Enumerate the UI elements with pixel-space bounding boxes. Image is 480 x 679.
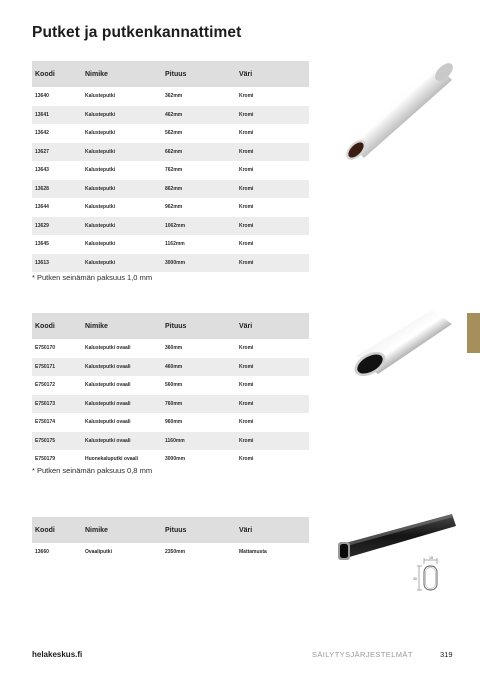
table-cell: Kalusteputki: [82, 106, 162, 125]
column-header: Nimike: [82, 61, 162, 87]
table-cell: E750173: [32, 395, 82, 414]
page-number: 319: [440, 650, 453, 659]
table-cell: 462mm: [162, 106, 236, 125]
table-row: [32, 143, 309, 162]
table-row: [32, 235, 309, 254]
table-cell: Kromi: [236, 217, 309, 236]
table-row: [32, 376, 309, 395]
dimension-width-label: 15: [429, 556, 433, 560]
column-header: Nimike: [82, 313, 162, 339]
round-tube-table: [32, 61, 309, 272]
table-cell: Ovaaliputki: [85, 549, 112, 556]
footer-section-title: SÄILYTYSJÄRJESTELMÄT: [312, 650, 413, 659]
table-cell: 13641: [32, 106, 82, 125]
table-cell: Kalusteputki: [85, 130, 116, 137]
table-cell: Kromi: [239, 93, 254, 100]
column-header: Koodi: [32, 313, 82, 339]
table-cell: E750179: [35, 456, 56, 463]
table-cell: Kalusteputki ovaali: [85, 419, 131, 426]
table-cell: 960mm: [165, 419, 183, 426]
table-cell: Kalusteputki: [82, 143, 162, 162]
table-cell: Kromi: [239, 130, 254, 137]
table-cell: E750174: [35, 419, 56, 426]
table-cell: Kromi: [236, 180, 309, 199]
table-cell: E750171: [32, 358, 82, 377]
table-cell: Kromi: [236, 106, 309, 125]
table-cell: 3000mm: [162, 254, 236, 273]
table-cell: Kromi: [239, 241, 254, 248]
table-cell: 1160mm: [162, 432, 236, 451]
table-cell: E750170: [35, 345, 56, 352]
column-header: Pituus: [162, 61, 236, 87]
table-cell: Kalusteputki: [82, 180, 162, 199]
table-cell: 13645: [35, 241, 49, 248]
dimension-height-label: 30: [413, 577, 417, 581]
table-cell: 662mm: [162, 143, 236, 162]
table-row: [32, 254, 309, 273]
table-header-row: [32, 61, 309, 87]
column-header: Väri: [236, 313, 309, 339]
table-cell: 3000mm: [165, 456, 186, 463]
column-header: Pituus: [162, 517, 236, 543]
table-row: [32, 217, 309, 236]
table-row: [32, 87, 309, 106]
table-row: [32, 413, 309, 432]
table-cell: Kalusteputki ovaali: [85, 345, 131, 352]
table-cell: 1062mm: [162, 217, 236, 236]
footer-brand: helakeskus.fi: [32, 650, 83, 659]
table-row: [32, 198, 309, 217]
oval-profile-dimension-drawing: [412, 556, 448, 596]
table-cell: 13640: [35, 93, 49, 100]
table-cell: Kromi: [239, 167, 254, 174]
chrome-round-tube-image: [336, 58, 462, 170]
black-oval-tube-table: [32, 517, 309, 562]
table-cell: Kalusteputki: [82, 254, 162, 273]
table-cell: 460mm: [162, 358, 236, 377]
table-row: [32, 395, 309, 414]
table-header-row: [32, 313, 309, 339]
table-row: [32, 432, 309, 451]
table-row: [32, 161, 309, 180]
table-cell: 13643: [35, 167, 49, 174]
table-cell: Kromi: [239, 382, 254, 389]
table-cell: 13627: [32, 143, 82, 162]
column-header: Pituus: [162, 313, 236, 339]
table-cell: E750172: [35, 382, 56, 389]
table-cell: 962mm: [165, 204, 183, 211]
table-cell: 562mm: [165, 130, 183, 137]
table-cell: 360mm: [165, 345, 183, 352]
table-cell: 13613: [32, 254, 82, 273]
table-cell: Huonekaluputki ovaali: [85, 456, 139, 463]
table-cell: 13644: [35, 204, 49, 211]
table-row: [32, 124, 309, 143]
column-header: Nimike: [82, 517, 162, 543]
table-row: [32, 543, 309, 562]
page-title: Putket ja putkenkannattimet: [32, 24, 242, 41]
chrome-oval-tube-image: [352, 306, 456, 382]
table-cell: 1162mm: [165, 241, 185, 248]
table-row: [32, 106, 309, 125]
table-cell: Kromi: [236, 432, 309, 451]
table-cell: 13660: [35, 549, 49, 556]
table-cell: E750175: [32, 432, 82, 451]
table-cell: Kalusteputki ovaali: [82, 358, 162, 377]
table-row: [32, 339, 309, 358]
table-cell: 762mm: [165, 167, 183, 174]
table-cell: 362mm: [165, 93, 183, 100]
table-cell: 13642: [35, 130, 49, 137]
table-cell: Kromi: [236, 254, 309, 273]
column-header: Koodi: [32, 61, 82, 87]
table-cell: Kalusteputki ovaali: [85, 382, 131, 389]
table-header-row: [32, 517, 309, 543]
table-cell: Kromi: [236, 143, 309, 162]
table-cell: Kromi: [239, 456, 254, 463]
table-cell: Kalusteputki ovaali: [82, 432, 162, 451]
wall-thickness-note-2: * Putken seinämän paksuus 0,8 mm: [32, 466, 153, 475]
table-cell: Mattamusta: [239, 549, 267, 556]
table-cell: 13629: [32, 217, 82, 236]
table-cell: 2350mm: [165, 549, 186, 556]
column-header: Väri: [236, 61, 309, 87]
table-cell: Kalusteputki: [85, 204, 116, 211]
table-cell: 560mm: [165, 382, 183, 389]
table-row: [32, 180, 309, 199]
table-cell: Kromi: [236, 395, 309, 414]
table-cell: Kromi: [236, 358, 309, 377]
table-cell: Kalusteputki: [85, 93, 116, 100]
table-cell: Kalusteputki: [82, 217, 162, 236]
table-cell: Kalusteputki: [85, 241, 116, 248]
table-cell: Kromi: [239, 419, 254, 426]
oval-tube-table: [32, 313, 309, 469]
column-header: Koodi: [32, 517, 82, 543]
table-cell: Kromi: [239, 345, 254, 352]
table-cell: Kromi: [239, 204, 254, 211]
table-cell: Kalusteputki: [85, 167, 116, 174]
table-row: [32, 358, 309, 377]
table-cell: 13628: [32, 180, 82, 199]
section-color-tab: [467, 313, 480, 353]
column-header: Väri: [236, 517, 309, 543]
table-cell: Kalusteputki ovaali: [82, 395, 162, 414]
wall-thickness-note-1: * Putken seinämän paksuus 1,0 mm: [32, 273, 153, 282]
table-cell: 862mm: [162, 180, 236, 199]
table-cell: 760mm: [162, 395, 236, 414]
